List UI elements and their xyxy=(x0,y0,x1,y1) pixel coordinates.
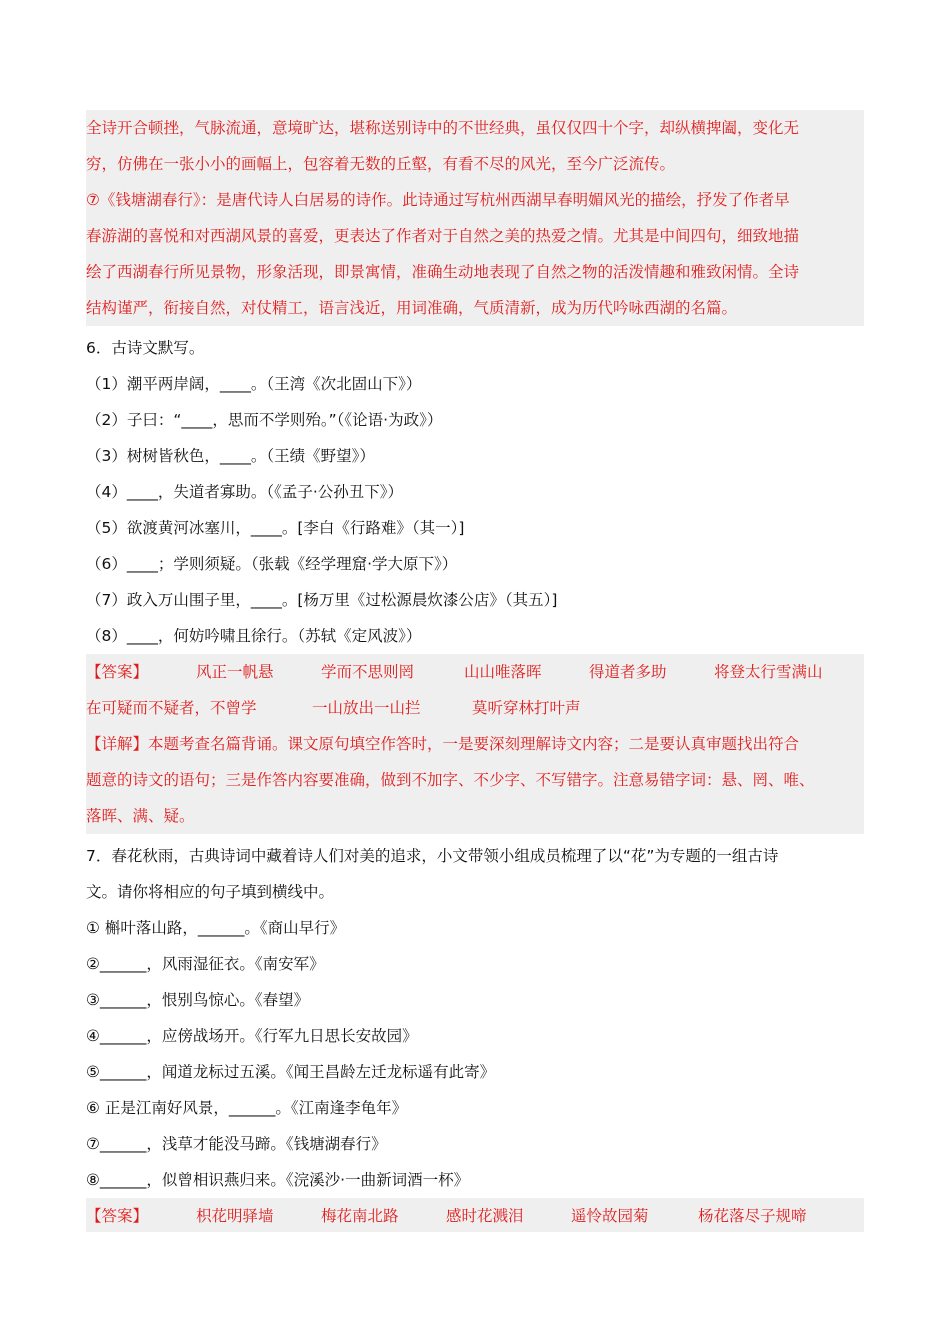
q7-item: ④______，应傍战场开。《行军九日思长安故园》 xyxy=(86,1027,418,1045)
q7-title-line: 7．春花秋雨，古典诗词中藏着诗人们对美的追求，小文带领小组成员梳理了以“花”为专题的一组古诗 xyxy=(86,847,779,865)
explanation-line: 春游湖的喜悦和对西湖风景的喜爱，更表达了作者对于自然之美的热爱之情。尤其是中间四句，细致地描 xyxy=(86,227,800,245)
explanation-line: 绘了西湖春行所见景物，形象活现，即景寓情，准确生动地表现了自然之物的活泼情趣和雅致闲情。全诗 xyxy=(86,263,800,281)
q7-item: ① 槲叶落山路，______。《商山早行》 xyxy=(86,919,346,937)
explanation-line: 结构谨严，衔接自然，对仗精工，语言浅近，用词准确，气质清新，成为历代吟咏西湖的名篇。 xyxy=(86,299,738,317)
q6-item: （1）潮平两岸阔，____。（王湾《次北固山下》） xyxy=(86,375,422,393)
q6-answer-row-2 xyxy=(86,690,864,726)
q7-item: ②______，风雨湿征衣。《南安军》 xyxy=(86,955,325,973)
q6-item: （2）子曰：“____，思而不学则殆。”（《论语·为政》） xyxy=(86,411,443,429)
q6-item: （4）____，失道者寡助。（《孟子·公孙丑下》） xyxy=(86,483,404,501)
answer-item: 枳花明驿墙 xyxy=(196,1207,274,1225)
answer-item: 遥怜故园菊 xyxy=(571,1207,649,1225)
answer-item: 风正一帆悬 xyxy=(196,663,274,681)
answer-item: 得道者多助 xyxy=(589,663,667,681)
answer-label: 【答案】 xyxy=(86,1207,149,1225)
answer-item: 学而不思则罔 xyxy=(321,663,415,681)
q6-detail-line: 落晖、满、疑。 xyxy=(86,807,195,825)
q6-item: （8）____，何妨吟啸且徐行。（苏轼《定风波》） xyxy=(86,627,422,645)
q7-item: ⑥ 正是江南好风景，______。《江南逢李龟年》 xyxy=(86,1099,408,1117)
explanation-line: ⑦《钱塘湖春行》：是唐代诗人白居易的诗作。此诗通过写杭州西湖早春明媚风光的描绘，抒发了作者早 xyxy=(86,191,790,209)
answer-item: 将登太行雪满山 xyxy=(714,663,823,681)
q7-item: ⑤______，闻道龙标过五溪。《闻王昌龄左迁龙标遥有此寄》 xyxy=(86,1063,496,1081)
answer-item: 杨花落尽子规啼 xyxy=(698,1207,807,1225)
answer-label: 【答案】 xyxy=(86,663,149,681)
q7-item: ⑧______，似曾相识燕归来。《浣溪沙·一曲新词酒一杯》 xyxy=(86,1171,470,1189)
q7-title-line: 文。请你将相应的句子填到横线中。 xyxy=(86,883,335,901)
explanation-line: 穷，仿佛在一张小小的画幅上，包容着无数的丘壑，有看不尽的风光，至今广泛流传。 xyxy=(86,155,676,173)
q6-detail-line: 题意的诗文的语句；三是作答内容要准确，做到不加字、不少字、不写错字。注意易错字词：悬、罔、唯、 xyxy=(86,771,815,789)
answer-item: 一山放出一山拦 xyxy=(312,699,421,717)
answer-item: 感时花溅泪 xyxy=(446,1207,524,1225)
explanation-line: 全诗开合顿挫，气脉流通，意境旷达，堪称送别诗中的不世经典，虽仅仅四十个字，却纵横捭阖，变化无 xyxy=(86,119,800,137)
q7-answer-row xyxy=(86,1198,864,1234)
answer-item: 梅花南北路 xyxy=(321,1207,399,1225)
q6-item: （3）树树皆秋色，____。（王绩《野望》） xyxy=(86,447,375,465)
answer-item: 在可疑而不疑者，不曾学 xyxy=(86,699,257,717)
q6-item: （6）____；学则须疑。（张载《经学理窟·学大原下》） xyxy=(86,555,458,573)
detail-label: 【详解】 xyxy=(86,735,149,753)
q6-item: （7）政入万山围子里，____。[杨万里《过松源晨炊漆公店》（其五）] xyxy=(86,591,558,609)
q7-item: ③______，恨别鸟惊心。《春望》 xyxy=(86,991,310,1009)
answer-item: 莫听穿林打叶声 xyxy=(472,699,581,717)
q6-answer-row-1 xyxy=(86,654,864,690)
detail-text: 本题考查名篇背诵。课文原句填空作答时，一是要深刻理解诗文内容；二是要认真审题找出符合 xyxy=(148,735,800,753)
q7-item: ⑦______，浅草才能没马蹄。《钱塘湖春行》 xyxy=(86,1135,387,1153)
q6-item: （5）欲渡黄河冰塞川，____。[李白《行路难》（其一）] xyxy=(86,519,465,537)
q6-title: 6．古诗文默写。 xyxy=(86,339,205,357)
q6-detail-line xyxy=(86,726,799,762)
answer-item: 山山唯落晖 xyxy=(464,663,542,681)
